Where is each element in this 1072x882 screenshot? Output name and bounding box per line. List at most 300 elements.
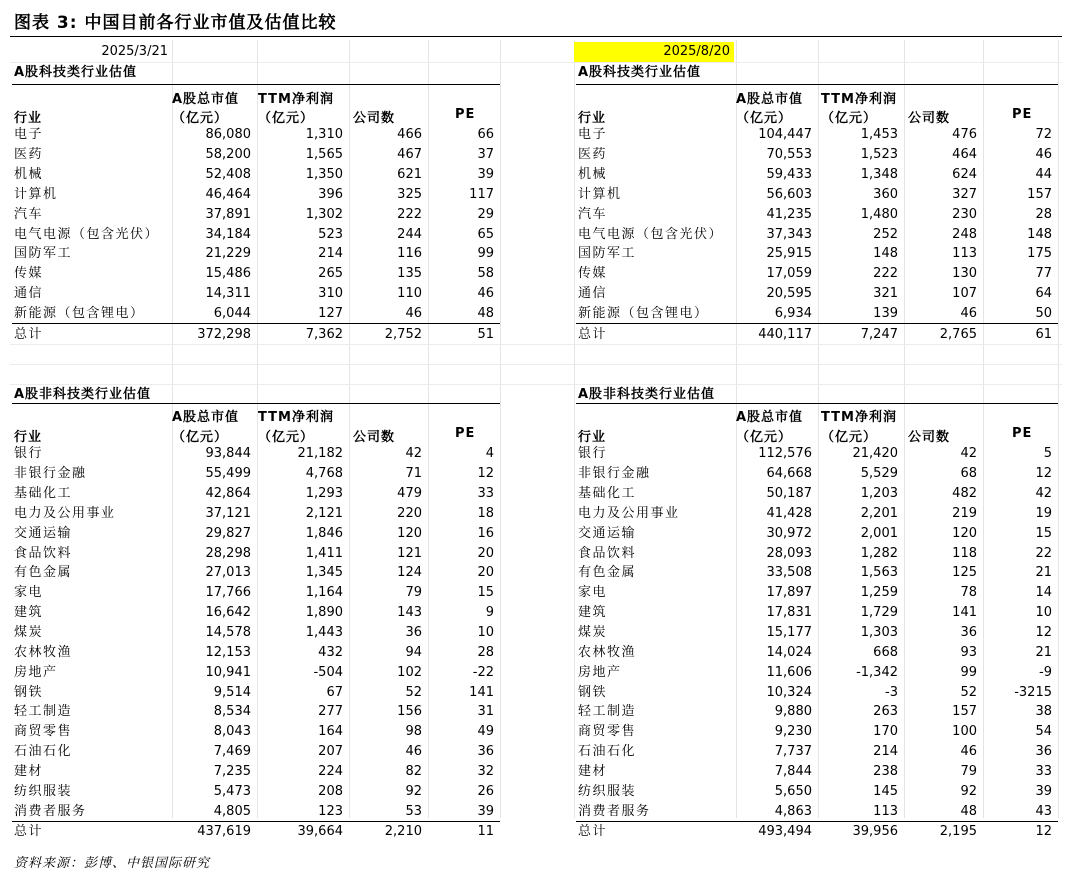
company-count-cell: 2,195: [904, 822, 983, 842]
company-count-cell: 46: [960, 306, 977, 322]
mktcap-cell: 6,934: [774, 306, 812, 322]
source-note: 资料来源：彭博、中银国际研究: [14, 856, 211, 871]
company-count-cell: 2,752: [349, 324, 428, 344]
company-count-cell: 120: [397, 525, 422, 541]
ttm-profit-cell: 1,411: [305, 545, 343, 561]
ttm-profit-cell: 1,729: [860, 605, 898, 621]
table-row: [12, 762, 500, 782]
header-mktcap: A股总市值: [172, 410, 240, 425]
company-count-cell: 624: [952, 167, 977, 183]
mktcap-cell: 104,447: [758, 127, 812, 143]
table-row: [576, 244, 1058, 264]
industry-cell: 有色金属: [14, 565, 73, 581]
ttm-profit-cell: 2,001: [860, 525, 898, 541]
header-rule: [576, 403, 1058, 404]
table-row: [12, 484, 500, 504]
table-row: [12, 165, 500, 185]
mktcap-cell: 9,230: [774, 724, 812, 740]
industry-cell: 非银行金融: [578, 466, 651, 482]
table-row: [576, 125, 1058, 145]
company-count-cell: 107: [952, 286, 977, 302]
pe-cell: 157: [1027, 186, 1052, 202]
industry-cell: 计算机: [14, 186, 58, 202]
ttm-profit-cell: 1,890: [305, 605, 343, 621]
industry-cell: 电力及公用事业: [578, 505, 680, 521]
table-row: [12, 304, 500, 324]
ttm-profit-cell: 238: [873, 763, 898, 779]
header-mktcap-unit: （亿元）: [172, 111, 229, 126]
ttm-profit-cell: 1,203: [860, 486, 898, 502]
header-mktcap: A股总市值: [736, 92, 804, 107]
left-date: 2025/3/21: [101, 44, 168, 59]
ttm-profit-cell: 265: [318, 266, 343, 282]
company-count-cell: 36: [960, 625, 977, 641]
table-row: [12, 244, 500, 264]
pe-cell: 66: [477, 127, 494, 143]
company-count-cell: 92: [405, 783, 422, 799]
header-count: 公司数: [908, 111, 951, 126]
ttm-profit-cell: 396: [318, 186, 343, 202]
pe-cell: 117: [469, 186, 494, 202]
gridline: [500, 40, 501, 818]
industry-cell: 钢铁: [578, 684, 608, 700]
pe-cell: 29: [477, 206, 494, 222]
company-count-cell: 94: [405, 644, 422, 660]
company-count-cell: 141: [952, 605, 977, 621]
table-row: [576, 504, 1058, 524]
ttm-profit-cell: 1,302: [305, 206, 343, 222]
pe-cell: 54: [1035, 724, 1052, 740]
company-count-cell: 92: [960, 783, 977, 799]
company-count-cell: 46: [405, 306, 422, 322]
header-ttm: TTM净利润: [821, 92, 897, 107]
company-count-cell: 482: [952, 486, 977, 502]
total-row: [12, 324, 500, 344]
industry-cell: 基础化工: [14, 486, 73, 502]
ttm-profit-cell: 170: [873, 724, 898, 740]
right-date: 2025/8/20: [574, 42, 734, 62]
company-count-cell: 121: [397, 545, 422, 561]
table-row: [576, 762, 1058, 782]
industry-cell: 商贸零售: [14, 724, 73, 740]
pe-cell: 16: [477, 525, 494, 541]
table-row: [12, 543, 500, 563]
ttm-profit-cell: 224: [318, 763, 343, 779]
industry-cell: 电子: [14, 127, 44, 143]
pe-cell: 15: [477, 585, 494, 601]
ttm-profit-cell: 1,846: [305, 525, 343, 541]
industry-cell: 建材: [14, 763, 44, 779]
gridline: [10, 62, 1062, 63]
mktcap-cell: 17,766: [205, 585, 251, 601]
pe-cell: 50: [1035, 306, 1052, 322]
table-row: [12, 801, 500, 821]
header-ttm-unit: （亿元）: [258, 111, 315, 126]
company-count-cell: 79: [405, 585, 422, 601]
table-row: [576, 702, 1058, 722]
pe-cell: 11: [428, 822, 500, 842]
mktcap-cell: 37,891: [205, 206, 251, 222]
table-row: [12, 742, 500, 762]
table-row: [12, 284, 500, 304]
pe-cell: 42: [1035, 486, 1052, 502]
table-row: [576, 742, 1058, 762]
industry-cell: 石油石化: [14, 744, 73, 760]
table-row: [576, 484, 1058, 504]
company-count-cell: 100: [952, 724, 977, 740]
industry-cell: 电子: [578, 127, 608, 143]
industry-cell: 银行: [578, 446, 608, 462]
industry-cell: 电气电源（包含光伏）: [14, 226, 160, 242]
header-ttm-unit: （亿元）: [821, 430, 878, 445]
company-count-cell: 110: [397, 286, 422, 302]
industry-cell: 交通运输: [14, 525, 73, 541]
ttm-profit-cell: 1,523: [860, 147, 898, 163]
company-count-cell: 98: [405, 724, 422, 740]
table-row: [12, 125, 500, 145]
company-count-cell: 230: [952, 206, 977, 222]
mktcap-cell: 8,043: [213, 724, 251, 740]
mktcap-cell: 29,827: [205, 525, 251, 541]
pe-cell: 21: [1035, 565, 1052, 581]
mktcap-cell: 58,200: [205, 147, 251, 163]
company-count-cell: 78: [960, 585, 977, 601]
ttm-profit-cell: 1,164: [305, 585, 343, 601]
table-row: [576, 662, 1058, 682]
table-row: [12, 702, 500, 722]
mktcap-cell: 15,177: [766, 625, 812, 641]
industry-cell: 房地产: [14, 664, 58, 680]
pe-cell: 22: [1035, 545, 1052, 561]
industry-cell: 医药: [14, 147, 44, 163]
ttm-profit-cell: 2,201: [860, 505, 898, 521]
ttm-profit-cell: 39,956: [818, 822, 904, 842]
pe-cell: 36: [477, 744, 494, 760]
table-row: [12, 464, 500, 484]
header-count: 公司数: [908, 430, 951, 445]
mktcap-cell: 20,595: [766, 286, 812, 302]
ttm-profit-cell: 1,453: [860, 127, 898, 143]
industry-cell: 银行: [14, 446, 44, 462]
right-nontech-section-title: A股非科技类行业估值: [578, 387, 716, 402]
industry-cell: 机械: [578, 167, 608, 183]
ttm-profit-cell: 164: [318, 724, 343, 740]
ttm-profit-cell: 21,182: [297, 446, 343, 462]
company-count-cell: 244: [397, 226, 422, 242]
pe-cell: 44: [1035, 167, 1052, 183]
ttm-profit-cell: 67: [326, 684, 343, 700]
mktcap-cell: 41,428: [766, 505, 812, 521]
pe-cell: 33: [1035, 763, 1052, 779]
ttm-profit-cell: -504: [313, 664, 343, 680]
industry-cell: 传媒: [14, 266, 44, 282]
pe-cell: 46: [1035, 147, 1052, 163]
mktcap-cell: 440,117: [736, 324, 818, 344]
mktcap-cell: 112,576: [758, 446, 812, 462]
pe-cell: 21: [1035, 644, 1052, 660]
pe-cell: 15: [1035, 525, 1052, 541]
pe-cell: 18: [477, 505, 494, 521]
pe-cell: 64: [1035, 286, 1052, 302]
industry-cell: 总计: [576, 822, 736, 842]
mktcap-cell: 50,187: [766, 486, 812, 502]
pe-cell: 58: [477, 266, 494, 282]
mktcap-cell: 10,324: [766, 684, 812, 700]
company-count-cell: 327: [952, 186, 977, 202]
header-rule: [576, 84, 1058, 85]
industry-cell: 纺织服装: [14, 783, 73, 799]
industry-cell: 建筑: [578, 605, 608, 621]
company-count-cell: 479: [397, 486, 422, 502]
mktcap-cell: 4,863: [774, 803, 812, 819]
header-pe: PE: [1012, 426, 1033, 441]
pe-cell: 33: [477, 486, 494, 502]
header-pe: PE: [455, 426, 476, 441]
gridline: [1058, 40, 1059, 818]
company-count-cell: 93: [960, 644, 977, 660]
company-count-cell: 220: [397, 505, 422, 521]
ttm-profit-cell: 139: [873, 306, 898, 322]
ttm-profit-cell: 1,345: [305, 565, 343, 581]
ttm-profit-cell: 207: [318, 744, 343, 760]
header-pe: PE: [455, 107, 476, 122]
company-count-cell: 621: [397, 167, 422, 183]
ttm-profit-cell: 1,259: [860, 585, 898, 601]
company-count-cell: 476: [952, 127, 977, 143]
table-row: [576, 781, 1058, 801]
table-row: [576, 603, 1058, 623]
header-industry: 行业: [14, 430, 43, 445]
table-row: [576, 682, 1058, 702]
industry-cell: 轻工制造: [578, 704, 637, 720]
pe-cell: 26: [477, 783, 494, 799]
industry-cell: 建材: [578, 763, 608, 779]
ttm-profit-cell: 39,664: [257, 822, 349, 842]
header-ttm-unit: （亿元）: [821, 111, 878, 126]
company-count-cell: 46: [960, 744, 977, 760]
pe-cell: 28: [477, 644, 494, 660]
mktcap-cell: 5,650: [774, 783, 812, 799]
company-count-cell: 42: [960, 446, 977, 462]
ttm-profit-cell: 214: [318, 246, 343, 262]
right-nontech-table: [576, 444, 1058, 842]
company-count-cell: 222: [397, 206, 422, 222]
ttm-profit-cell: 1,565: [305, 147, 343, 163]
mktcap-cell: 6,044: [213, 306, 251, 322]
mktcap-cell: 4,805: [213, 803, 251, 819]
pe-cell: 39: [477, 803, 494, 819]
ttm-profit-cell: 4,768: [305, 466, 343, 482]
ttm-profit-cell: 1,293: [305, 486, 343, 502]
mktcap-cell: 41,235: [766, 206, 812, 222]
industry-cell: 农林牧渔: [14, 644, 73, 660]
table-row: [12, 722, 500, 742]
industry-cell: 机械: [14, 167, 44, 183]
ttm-profit-cell: 2,121: [305, 505, 343, 521]
mktcap-cell: 30,972: [766, 525, 812, 541]
pe-cell: 38: [1035, 704, 1052, 720]
gridline: [574, 40, 575, 818]
company-count-cell: 99: [960, 664, 977, 680]
pe-cell: 10: [1035, 605, 1052, 621]
table-row: [12, 642, 500, 662]
ttm-profit-cell: 1,348: [860, 167, 898, 183]
table-row: [12, 583, 500, 603]
industry-cell: 消费者服务: [14, 803, 87, 819]
company-count-cell: 79: [960, 763, 977, 779]
company-count-cell: 124: [397, 565, 422, 581]
company-count-cell: 143: [397, 605, 422, 621]
pe-cell: 37: [477, 147, 494, 163]
industry-cell: 医药: [578, 147, 608, 163]
header-count: 公司数: [353, 111, 396, 126]
mktcap-cell: 14,578: [205, 625, 251, 641]
mktcap-cell: 8,534: [213, 704, 251, 720]
header-ttm: TTM净利润: [258, 92, 334, 107]
pe-cell: 175: [1027, 246, 1052, 262]
table-row: [12, 662, 500, 682]
gridline: [10, 364, 1062, 365]
ttm-profit-cell: 214: [873, 744, 898, 760]
pe-cell: 10: [477, 625, 494, 641]
total-row: [576, 822, 1058, 842]
mktcap-cell: 17,897: [766, 585, 812, 601]
table-row: [576, 165, 1058, 185]
pe-cell: 39: [477, 167, 494, 183]
company-count-cell: 135: [397, 266, 422, 282]
company-count-cell: 219: [952, 505, 977, 521]
pe-cell: 12: [1035, 466, 1052, 482]
industry-cell: 总计: [12, 822, 172, 842]
mktcap-cell: 56,603: [766, 186, 812, 202]
industry-cell: 国防军工: [14, 246, 73, 262]
company-count-cell: 464: [952, 147, 977, 163]
ttm-profit-cell: 1,350: [305, 167, 343, 183]
pe-cell: -22: [472, 664, 494, 680]
ttm-profit-cell: 127: [318, 306, 343, 322]
company-count-cell: 46: [405, 744, 422, 760]
pe-cell: 12: [983, 822, 1058, 842]
industry-cell: 房地产: [578, 664, 622, 680]
industry-cell: 交通运输: [578, 525, 637, 541]
header-ttm: TTM净利润: [258, 410, 334, 425]
mktcap-cell: 437,619: [172, 822, 257, 842]
company-count-cell: 120: [952, 525, 977, 541]
mktcap-cell: 11,606: [766, 664, 812, 680]
mktcap-cell: 12,153: [205, 644, 251, 660]
table-row: [576, 304, 1058, 324]
table-row: [12, 603, 500, 623]
mktcap-cell: 15,486: [205, 266, 251, 282]
mktcap-cell: 7,844: [774, 763, 812, 779]
pe-cell: 28: [1035, 206, 1052, 222]
table-row: [12, 185, 500, 205]
mktcap-cell: 9,514: [213, 684, 251, 700]
industry-cell: 轻工制造: [14, 704, 73, 720]
ttm-profit-cell: -1,342: [856, 664, 898, 680]
table-row: [12, 264, 500, 284]
left-tech-section-title: A股科技类行业估值: [14, 65, 138, 80]
mktcap-cell: 28,093: [766, 545, 812, 561]
mktcap-cell: 372,298: [172, 324, 257, 344]
ttm-profit-cell: 310: [318, 286, 343, 302]
mktcap-cell: 93,844: [205, 446, 251, 462]
ttm-profit-cell: 1,282: [860, 545, 898, 561]
pe-cell: 9: [485, 605, 494, 621]
mktcap-cell: 7,469: [213, 744, 251, 760]
industry-cell: 基础化工: [578, 486, 637, 502]
pe-cell: 99: [477, 246, 494, 262]
industry-cell: 汽车: [14, 206, 44, 222]
ttm-profit-cell: 277: [318, 704, 343, 720]
pe-cell: -3215: [1014, 684, 1052, 700]
mktcap-cell: 86,080: [205, 127, 251, 143]
industry-cell: 国防军工: [578, 246, 637, 262]
pe-cell: 65: [477, 226, 494, 242]
gridline: [10, 384, 1062, 385]
pe-cell: 20: [477, 545, 494, 561]
table-row: [12, 145, 500, 165]
mktcap-cell: 64,668: [766, 466, 812, 482]
pe-cell: -9: [1039, 664, 1052, 680]
table-row: [12, 444, 500, 464]
company-count-cell: 52: [405, 684, 422, 700]
industry-cell: 建筑: [14, 605, 44, 621]
industry-cell: 家电: [578, 585, 608, 601]
header-rule: [12, 84, 500, 85]
industry-cell: 钢铁: [14, 684, 44, 700]
left-nontech-table: [12, 444, 500, 842]
industry-cell: 家电: [14, 585, 44, 601]
mktcap-cell: 493,494: [736, 822, 818, 842]
ttm-profit-cell: 523: [318, 226, 343, 242]
pe-cell: 46: [477, 286, 494, 302]
table-row: [576, 145, 1058, 165]
mktcap-cell: 10,941: [205, 664, 251, 680]
ttm-profit-cell: 7,247: [818, 324, 904, 344]
company-count-cell: 52: [960, 684, 977, 700]
table-row: [576, 583, 1058, 603]
mktcap-cell: 7,235: [213, 763, 251, 779]
ttm-profit-cell: 263: [873, 704, 898, 720]
ttm-profit-cell: 1,310: [305, 127, 343, 143]
company-count-cell: 2,210: [349, 822, 428, 842]
pe-cell: 14: [1035, 585, 1052, 601]
pe-cell: 12: [1035, 625, 1052, 641]
figure-title: 图表 3: 中国目前各行业市值及估值比较: [14, 13, 337, 33]
mktcap-cell: 33,508: [766, 565, 812, 581]
header-industry: 行业: [578, 111, 607, 126]
industry-cell: 煤炭: [578, 625, 608, 641]
table-row: [12, 623, 500, 643]
left-nontech-section-title: A股非科技类行业估值: [14, 387, 152, 402]
header-industry: 行业: [578, 430, 607, 445]
pe-cell: 51: [428, 324, 500, 344]
header-mktcap-unit: （亿元）: [736, 430, 793, 445]
mktcap-cell: 17,831: [766, 605, 812, 621]
industry-cell: 农林牧渔: [578, 644, 637, 660]
mktcap-cell: 42,864: [205, 486, 251, 502]
header-mktcap: A股总市值: [172, 92, 240, 107]
ttm-profit-cell: 145: [873, 783, 898, 799]
industry-cell: 石油石化: [578, 744, 637, 760]
mktcap-cell: 21,229: [205, 246, 251, 262]
company-count-cell: 466: [397, 127, 422, 143]
industry-cell: 计算机: [578, 186, 622, 202]
ttm-profit-cell: 222: [873, 266, 898, 282]
industry-cell: 新能源（包含锂电）: [14, 306, 145, 322]
company-count-cell: 48: [960, 803, 977, 819]
